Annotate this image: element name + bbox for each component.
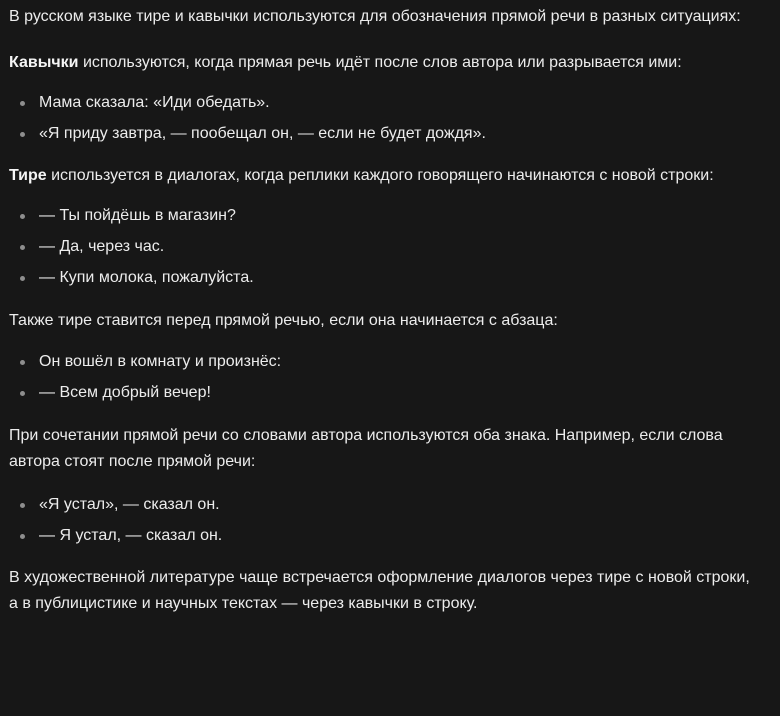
list-item: — Я устал, — сказал он. xyxy=(9,523,751,549)
conclusion-paragraph: В художественной литературе чаще встречается оформление диалогов через тире с новой строки, а в публицистике и научных текстах — через кавычки в строку. xyxy=(9,569,750,612)
quotes-examples-list xyxy=(9,90,751,147)
dash-term: Тире xyxy=(9,167,47,184)
list-item: — Всем добрый вечер! xyxy=(9,380,751,406)
list-item: Мама сказала: «Иди обедать». xyxy=(9,90,751,116)
combined-examples-list xyxy=(9,492,751,549)
quotes-description: используются, когда прямая речь идёт после слов автора или разрывается ими: xyxy=(78,54,682,71)
list-item: — Да, через час. xyxy=(9,234,751,260)
list-item: «Я устал», — сказал он. xyxy=(9,492,751,518)
list-item: — Купи молока, пожалуйста. xyxy=(9,265,751,291)
dash-description: используется в диалогах, когда реплики каждого говорящего начинаются с новой строки: xyxy=(46,167,714,184)
quotes-term: Кавычки xyxy=(9,54,79,71)
also-paragraph: Также тире ставится перед прямой речью, если она начинается с абзаца: xyxy=(9,312,558,329)
list-item: — Ты пойдёшь в магазин? xyxy=(9,203,751,229)
paragraph-examples-list xyxy=(9,349,751,406)
list-item: «Я приду завтра, — пообещал он, — если не будет дождя». xyxy=(9,121,751,147)
intro-paragraph: В русском языке тире и кавычки используются для обозначения прямой речи в разных ситуациях: xyxy=(9,8,741,25)
quotes-paragraph xyxy=(9,50,751,76)
combined-paragraph: При сочетании прямой речи со словами автора используются оба знака. Например, если слова автора стоят после прямой речи: xyxy=(9,427,723,470)
list-item: Он вошёл в комнату и произнёс: xyxy=(9,349,751,375)
dialog-examples-list xyxy=(9,203,751,291)
dash-paragraph xyxy=(9,163,751,189)
